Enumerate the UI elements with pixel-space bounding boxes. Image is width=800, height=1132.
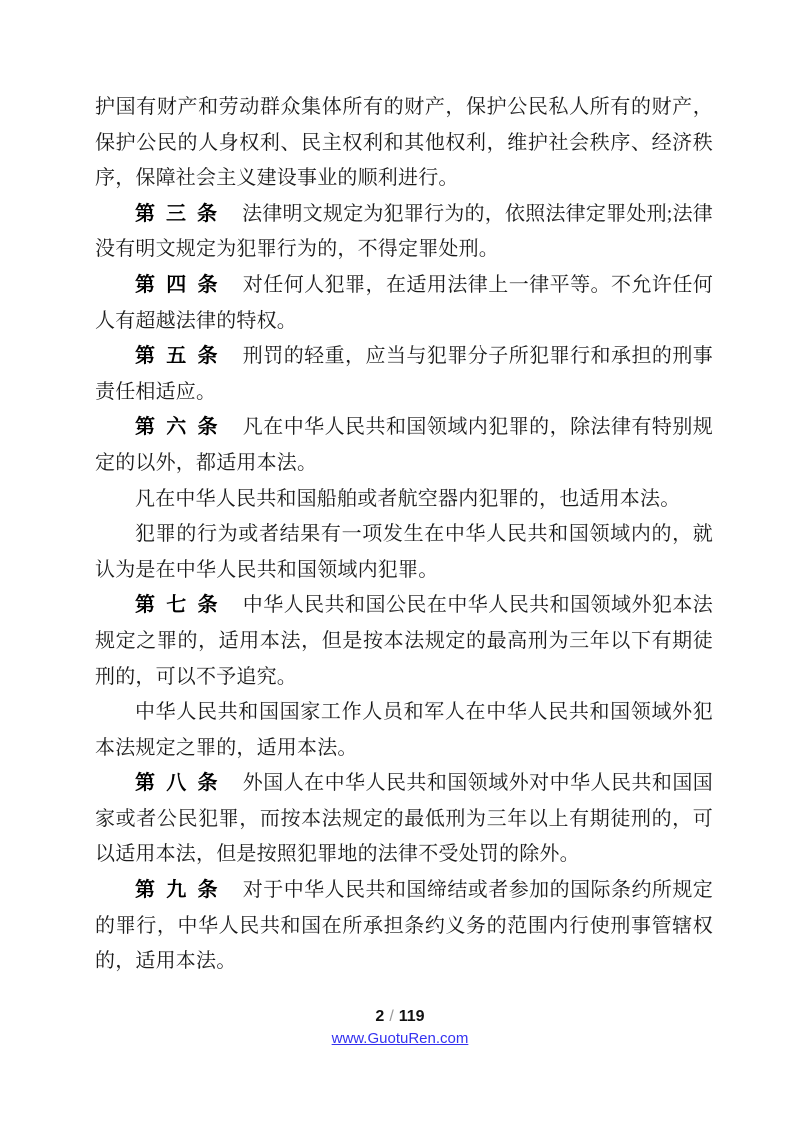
article-paragraph: 第三条 法律明文规定为犯罪行为的，依照法律定罪处刑;法律没有明文规定为犯罪行为的，不得定罪处刑。 <box>95 202 714 261</box>
article-paragraph: 第五条 刑罚的轻重，应当与犯罪分子所犯罪行和承担的刑事责任相适应。 <box>95 345 714 403</box>
article-number: 第五条 <box>135 345 229 368</box>
body-paragraph: 犯罪的行为或者结果有一项发生在中华人民共和国领域内的，就认为是在中华人民共和国领域内犯罪。 <box>95 523 713 581</box>
article-number: 第九条 <box>135 879 229 902</box>
page-number-separator: / <box>389 1008 394 1025</box>
body-paragraph: 凡在中华人民共和国船舶或者航空器内犯罪的，也适用本法。 <box>135 487 681 510</box>
article-number: 第三条 <box>135 202 229 225</box>
article-paragraph: 第六条 凡在中华人民共和国领域内犯罪的，除法律有特别规定的以外，都适用本法。 <box>95 416 714 474</box>
article-paragraph: 第七条 中华人民共和国公民在中华人民共和国领域外犯本法规定之罪的，适用本法，但是按本法规定的最高刑为三年以下有期徒刑的，可以不予追究。 <box>95 594 714 688</box>
article-paragraph: 第四条 对任何人犯罪，在适用法律上一律平等。不允许任何人有超越法律的特权。 <box>95 273 714 332</box>
article-paragraph: 第九条 对于中华人民共和国缔结或者参加的国际条约所规定的罪行，中华人民共和国在所承担条约义务的范围内行使刑事管辖权的，适用本法。 <box>95 879 714 973</box>
page-number-total: 119 <box>398 1008 425 1025</box>
paragraphs-container <box>95 90 713 980</box>
body-paragraph: 中华人民共和国国家工作人员和军人在中华人民共和国领域外犯本法规定之罪的，适用本法。 <box>95 701 713 759</box>
article-number: 第八条 <box>135 772 229 795</box>
website-link[interactable]: www.GuotuRen.com <box>331 1030 469 1047</box>
article-number: 第六条 <box>135 416 229 439</box>
page-footer <box>0 1006 800 1049</box>
article-number: 第四条 <box>135 273 229 296</box>
article-number: 第七条 <box>135 594 229 617</box>
article-paragraph: 第八条 外国人在中华人民共和国领域外对中华人民共和国国家或者公民犯罪，而按本法规定的最低刑为三年以上有期徒刑的，可以适用本法，但是按照犯罪地的法律不受处罚的除外。 <box>95 772 714 866</box>
body-paragraph: 护国有财产和劳动群众集体所有的财产，保护公民私人所有的财产，保护公民的人身权利、民主权利和其他权利，维护社会秩序、经济秩序，保障社会主义建设事业的顺利进行。 <box>95 96 713 190</box>
page-number <box>0 1006 800 1028</box>
page-number-current: 2 <box>375 1008 385 1025</box>
